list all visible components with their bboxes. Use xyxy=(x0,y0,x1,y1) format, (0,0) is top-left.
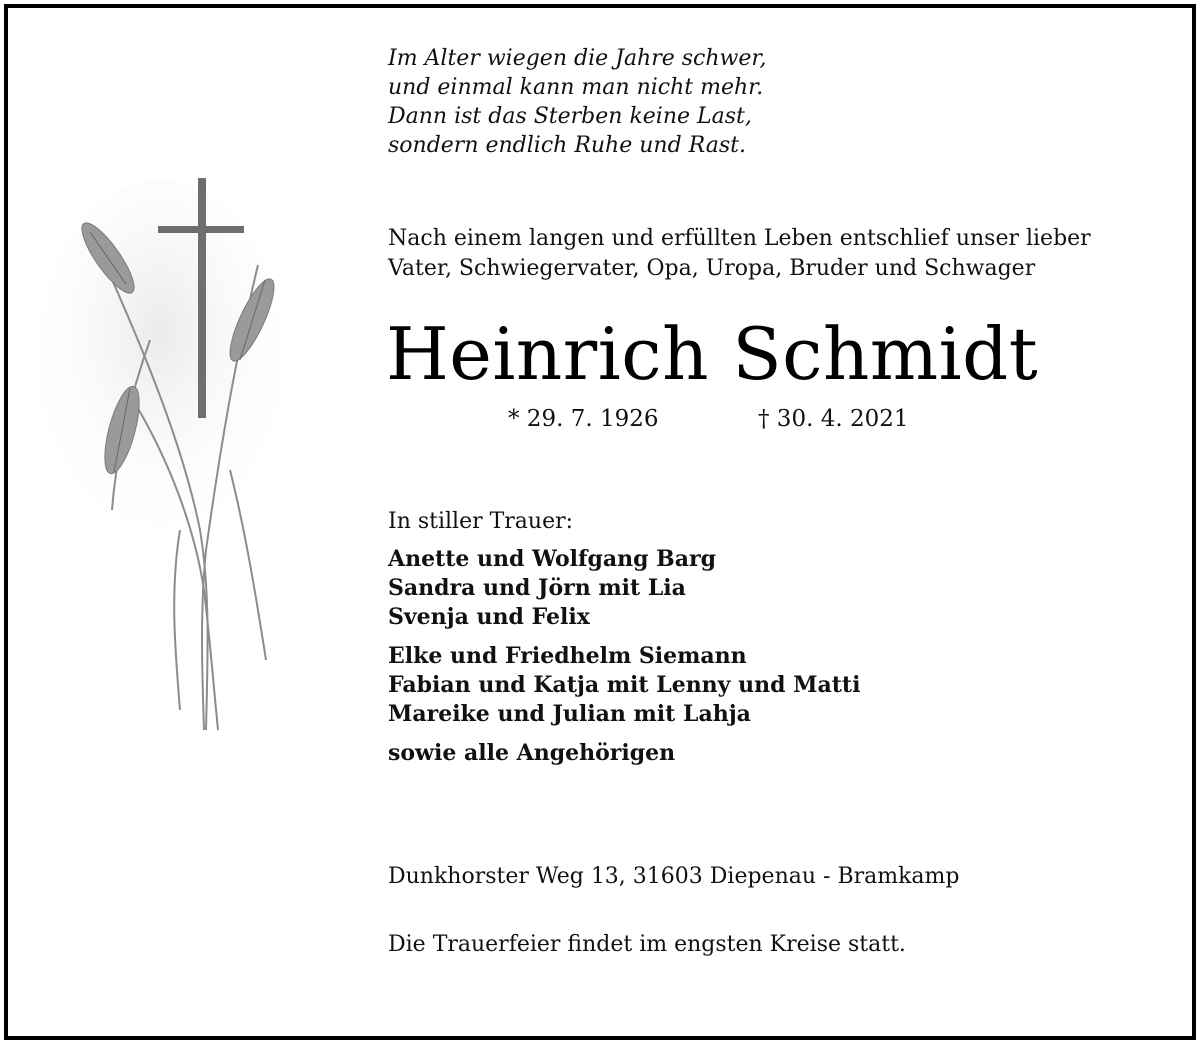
cross-with-wheat-icon xyxy=(30,170,290,750)
deceased-name: Heinrich Schmidt xyxy=(386,312,1039,396)
mourner: sowie alle Angehörigen xyxy=(388,740,676,766)
poem-line: Dann ist das Sterben keine Last, xyxy=(388,104,752,129)
mourner-group xyxy=(388,545,860,632)
poem-line: und einmal kann man nicht mehr. xyxy=(388,75,764,100)
death-date: † 30. 4. 2021 xyxy=(758,406,909,432)
poem xyxy=(388,44,766,160)
intro-line: Nach einem langen und erfüllten Leben entschlief unser lieber xyxy=(388,226,1091,251)
poem-line: sondern endlich Ruhe und Rast. xyxy=(388,133,746,158)
mourner: Svenja und Felix xyxy=(388,604,590,630)
birth-date: * 29. 7. 1926 xyxy=(508,406,659,432)
mourner: Fabian und Katja mit Lenny und Matti xyxy=(388,672,861,698)
intro-line: Vater, Schwiegervater, Opa, Uropa, Bruder und Schwager xyxy=(388,256,1036,281)
intro-text xyxy=(388,224,1091,284)
mourner: Anette und Wolfgang Barg xyxy=(388,546,716,572)
mourner: Elke und Friedhelm Siemann xyxy=(388,643,747,669)
poem-line: Im Alter wiegen die Jahre schwer, xyxy=(388,46,767,71)
mourner: Sandra und Jörn mit Lia xyxy=(388,575,686,601)
mourning-heading: In stiller Trauer: xyxy=(388,509,574,534)
ceremony-note: Die Trauerfeier findet im engsten Kreise statt. xyxy=(388,932,906,957)
address: Dunkhorster Weg 13, 31603 Diepenau - Bramkamp xyxy=(388,864,960,889)
mourner-group xyxy=(388,642,860,729)
mourner: Mareike und Julian mit Lahja xyxy=(388,701,751,727)
mourner-group xyxy=(388,739,860,768)
mourners-list xyxy=(388,545,860,778)
